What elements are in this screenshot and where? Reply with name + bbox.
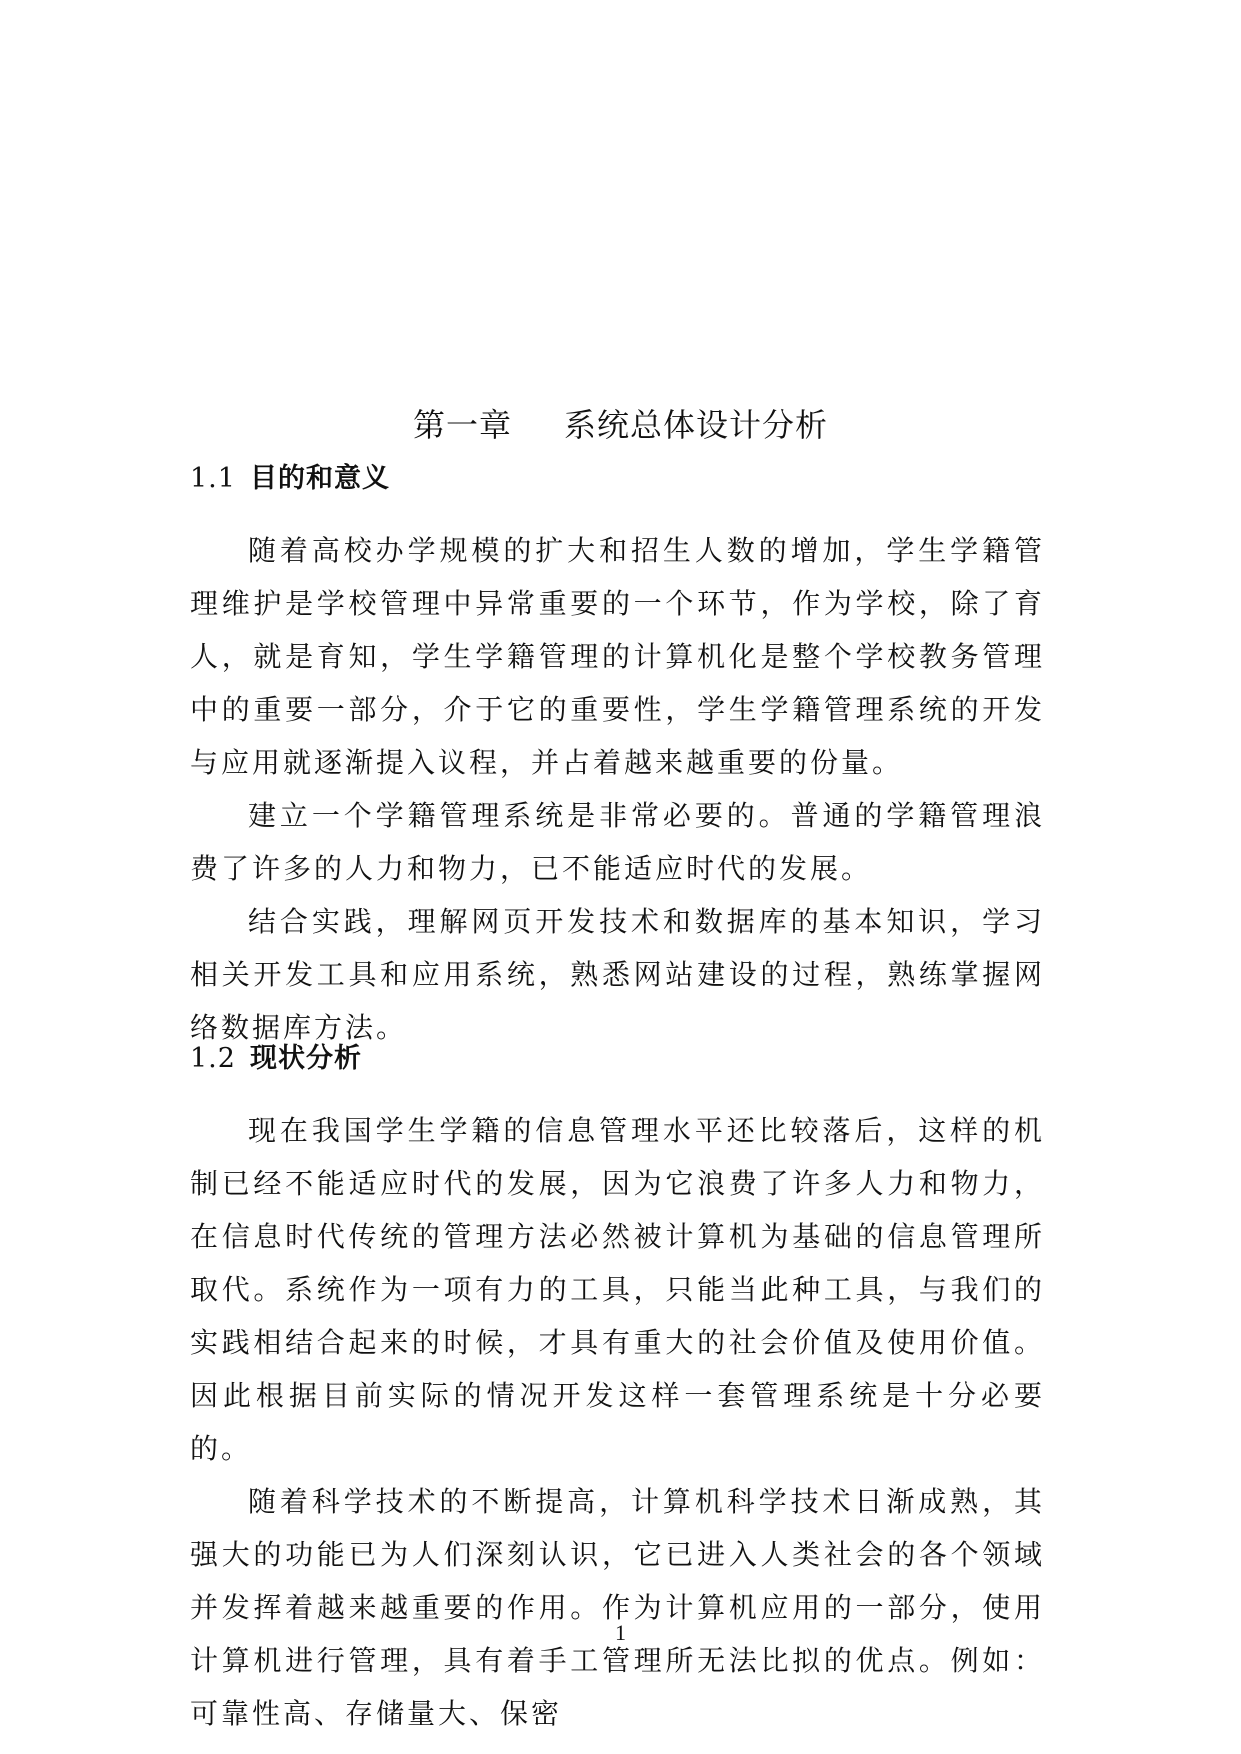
paragraph: 结合实践，理解网页开发技术和数据库的基本知识，学习相关开发工具和应用系统，熟悉网站建设的过程，熟练掌握网络数据库方法。: [190, 905, 1045, 1044]
section-body-1-1: [190, 524, 1045, 1054]
section-heading-1-2: [190, 1036, 362, 1075]
paragraph: 现在我国学生学籍的信息管理水平还比较落后，这样的机制已经不能适应时代的发展，因为它浪费了许多人力和物力，在信息时代传统的管理方法必然被计算机为基础的信息管理所取代。系统作为一项有力的工具，只能当此种工具，与我们的实践相结合起来的时候，才具有重大的社会价值及使用价值。因此根据目前实际的情况开发这样一套管理系统是十分必要的。: [190, 1114, 1045, 1465]
paragraph: 随着高校办学规模的扩大和招生人数的增加，学生学籍管理维护是学校管理中异常重要的一个环节，作为学校，除了育人，就是育知，学生学籍管理的计算机化是整个学校教务管理中的重要一部分，介于它的重要性，学生学籍管理系统的开发与应用就逐渐提入议程，并占着越来越重要的份量。: [190, 534, 1045, 779]
chapter-title: [0, 400, 1241, 446]
chapter-name: 系统总体设计分析: [564, 406, 829, 444]
paragraph: 建立一个学籍管理系统是非常必要的。普通的学籍管理浪费了许多的人力和物力，已不能适应时代的发展。: [190, 799, 1045, 885]
chapter-number: 第一章: [412, 406, 512, 444]
section-number: 1.1: [190, 463, 236, 494]
section-title: 现状分析: [249, 1043, 362, 1074]
section-heading-1-1: [190, 456, 390, 495]
section-number: 1.2: [190, 1043, 236, 1074]
page-number: 1: [615, 1620, 626, 1645]
section-title: 目的和意义: [249, 463, 390, 494]
paragraph: 随着科学技术的不断提高，计算机科学技术日渐成熟，其强大的功能已为人们深刻认识，它已进入人类社会的各个领域并发挥着越来越重要的作用。作为计算机应用的一部分，使用计算机进行管理，具有着手工管理所无法比拟的优点。例如：可靠性高、存储量大、保密: [190, 1485, 1045, 1730]
